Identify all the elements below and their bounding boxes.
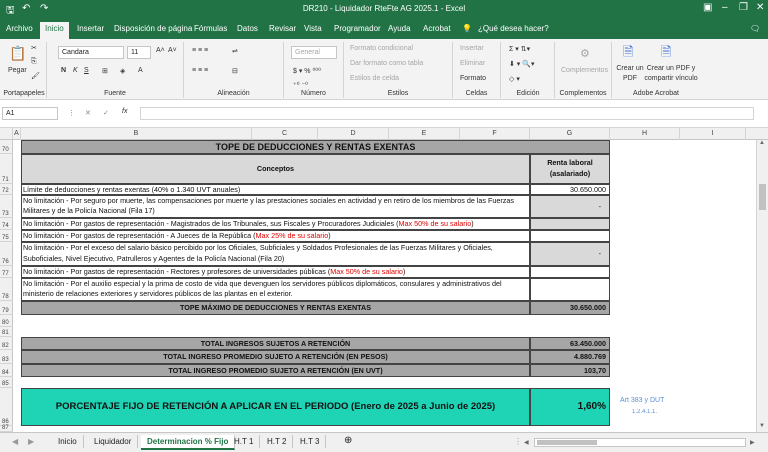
row-75-value[interactable] <box>530 230 610 242</box>
col-header-e[interactable]: E <box>389 128 460 140</box>
group-acrobat: Adobe Acrobat <box>633 90 679 97</box>
row-header[interactable]: 79 <box>0 301 13 315</box>
row-84-label[interactable]: TOTAL INGRESO PROMEDIO SUJETO A RETENCIÓN (EN UVT) <box>21 364 530 377</box>
pdf-icon[interactable]: 🗎 <box>623 44 634 59</box>
column-headers <box>0 128 768 140</box>
row-header[interactable]: 82 <box>0 337 13 350</box>
row-header[interactable]: 78 <box>0 278 13 301</box>
fx-icon[interactable]: fx <box>122 108 128 115</box>
clear-icon[interactable]: ◇ ▾ <box>509 76 520 83</box>
scroll-up-icon[interactable]: ▲ <box>759 140 765 146</box>
group-addins: Complementos <box>559 90 607 97</box>
lightbulb-icon: 💡 <box>462 24 472 33</box>
conceptos-header[interactable]: Conceptos <box>21 154 530 184</box>
next-sheet-icon[interactable]: ▶ <box>28 437 35 446</box>
font-color-icon[interactable]: A <box>138 67 143 74</box>
asalariado-label: (asalariado) <box>549 169 591 178</box>
group-editing: Edición <box>516 90 540 97</box>
font-grow-icon[interactable]: A˄ <box>156 47 165 54</box>
add-sheet-icon[interactable]: ⊕ <box>344 435 353 446</box>
autosum-icon[interactable]: Σ ▾ ⇅▾ <box>509 46 531 53</box>
vertical-scrollbar[interactable] <box>756 140 768 432</box>
row-77-red-note: Max 50% de su salario <box>330 267 403 276</box>
sheet-tab-inicio[interactable]: Inicio <box>52 435 84 448</box>
addins-icon: ⚙ <box>580 48 590 60</box>
comments-icon[interactable]: 🗨 <box>750 24 761 33</box>
renta-laboral-label: Renta laboral <box>547 158 593 167</box>
row-header[interactable]: 81 <box>0 327 13 337</box>
prev-sheet-icon[interactable]: ◀ <box>12 437 19 446</box>
group-clipboard: Portapapeles <box>3 90 45 97</box>
row-86-value[interactable]: 1,60% <box>530 388 610 426</box>
row-76-value[interactable]: - <box>530 242 610 266</box>
sheet-tab-ht2[interactable]: H.T 2 <box>261 435 293 448</box>
font-size-box[interactable]: 11 <box>127 46 151 59</box>
select-all-corner[interactable] <box>0 128 13 140</box>
format-cells-button[interactable]: Formato <box>460 75 487 82</box>
row-72-value[interactable]: 30.650.000 <box>530 184 610 195</box>
ribbon-display-icon[interactable]: ▣ <box>703 2 713 13</box>
tab-datos[interactable]: Datos <box>237 24 258 33</box>
col-header-b[interactable]: B <box>21 128 252 140</box>
close-icon[interactable]: ✕ <box>756 2 765 13</box>
row-74-concept[interactable] <box>21 218 530 230</box>
insert-cells-button[interactable]: Insertar <box>460 45 484 52</box>
hscroll-left-icon[interactable]: ◀ <box>524 440 529 446</box>
font-name-box[interactable]: Candara <box>58 46 124 59</box>
row-82-label[interactable]: TOTAL INGRESOS SUJETOS A RETENCIÓN <box>21 337 530 350</box>
col-header-i[interactable]: I <box>680 128 746 140</box>
col-header-h[interactable]: H <box>610 128 680 140</box>
row-74-text: No limitación - Por gastos de representación - Magistrados de los Tribunales, sus Fiscales y Procuradores Judiciales ( <box>23 219 399 228</box>
enter-icon[interactable]: ✓ <box>103 110 109 117</box>
row-74-red-note: Max 50% de su salario <box>398 219 472 228</box>
sheet-tab-ht1[interactable]: H.T 1 <box>228 435 260 448</box>
row-77-text: No limitación - Por gastos de representación - Rectores y profesores de universidades públicas ( <box>23 267 331 276</box>
row-header[interactable]: 86 <box>0 388 13 426</box>
renta-laboral-header[interactable] <box>530 154 610 184</box>
tab-archivo[interactable]: Archivo <box>6 24 33 33</box>
fill-icon[interactable]: ⬇ ▾ 🔍▾ <box>509 61 535 68</box>
row-header[interactable]: 87 <box>0 426 13 432</box>
row-77-paren: ) <box>402 267 406 276</box>
undo-icon[interactable]: ↶ <box>22 3 31 14</box>
col-header-f[interactable]: F <box>460 128 530 140</box>
row-78-value[interactable] <box>530 278 610 301</box>
row-header[interactable]: 75 <box>0 230 13 242</box>
tell-me-search[interactable]: ¿Qué desea hacer? <box>478 24 549 33</box>
decimal-icon[interactable]: ⁺⁰ ⁻⁰ <box>293 82 308 89</box>
row-header[interactable]: 70 <box>0 140 13 154</box>
create-pdf-button[interactable]: Crear un PDF <box>616 65 644 82</box>
row-86-label[interactable]: PORCENTAJE FIJO DE RETENCIÓN A APLICAR EN EL PERIODO (Enero de 2025 a Junio de 2025) <box>21 388 530 426</box>
formula-bar <box>0 100 768 128</box>
ribbon-tabs <box>0 19 768 39</box>
tab-split-icon[interactable]: ⋮ <box>514 437 522 446</box>
hscroll-right-icon[interactable]: ▶ <box>750 440 755 446</box>
tab-disposicion[interactable]: Disposición de página <box>114 24 193 33</box>
sheet-tab-liquidador[interactable]: Liquidador <box>88 435 138 448</box>
redo-icon[interactable]: ↷ <box>40 3 49 14</box>
create-share-button[interactable]: Crear un PDF y compartir vínculo <box>644 65 698 82</box>
tab-insertar[interactable]: Insertar <box>77 24 105 33</box>
save-icon[interactable]: 🖫 <box>6 5 15 16</box>
row-75-text: No limitación - Por gastos de representación - A Jueces de la República ( <box>23 231 256 240</box>
format-painter-icon[interactable]: 🖌 <box>31 73 40 80</box>
row-78-concept[interactable]: No limitación - Por el auxilio especial y la prima de costo de vida que devenguen los servidores públicos diplomáticos, consulares y administrativos del ministerio de relaciones exteriores y servidores públicos de las plantas en el exterior. <box>21 278 530 301</box>
row-75-red-note: Max 25% de su salario <box>255 231 329 240</box>
note-art383[interactable]: Art 383 y DUT <box>620 397 665 404</box>
minimize-icon[interactable]: – <box>722 2 728 13</box>
borders-icon[interactable]: ⊞ <box>102 68 108 75</box>
name-box[interactable]: A1 <box>2 107 58 120</box>
align-top-icon[interactable]: ≡ ≡ ≡ <box>192 47 209 54</box>
group-number: Número <box>301 90 326 97</box>
row-74-value[interactable] <box>530 218 610 230</box>
row-79-label[interactable]: TOPE MÁXIMO DE DEDUCCIONES Y RENTAS EXENTAS <box>21 301 530 315</box>
formula-input[interactable] <box>140 107 754 120</box>
row-75-paren: ) <box>328 231 331 240</box>
row-header[interactable]: 83 <box>0 350 13 364</box>
row-header[interactable]: 85 <box>0 377 13 388</box>
cond-format-button[interactable]: Formato condicional <box>350 45 414 52</box>
row-72-concept[interactable]: Límite de deducciones y rentas exentas (40% o 1.340 UVT anuales) <box>21 184 530 195</box>
row-79-value[interactable]: 30.650.000 <box>530 301 610 315</box>
font-shrink-icon[interactable]: A˅ <box>168 47 177 54</box>
note-dut[interactable]: 1.2.4.1.1. <box>632 409 658 415</box>
fill-color-icon[interactable]: ◈ <box>120 68 126 75</box>
row-73-value[interactable]: - <box>530 195 610 218</box>
col-header-a[interactable]: A <box>13 128 21 140</box>
cell-styles-button[interactable]: Estilos de celda <box>350 75 400 82</box>
col-header-c[interactable]: C <box>252 128 318 140</box>
copy-icon[interactable]: ⎘ <box>31 58 37 65</box>
title-bar <box>0 0 768 19</box>
tab-formulas[interactable]: Fórmulas <box>194 24 228 33</box>
tab-programador[interactable]: Programador <box>334 24 381 33</box>
paste-button[interactable]: Pegar <box>8 67 27 74</box>
row-75-concept[interactable] <box>21 230 530 242</box>
group-styles: Estilos <box>387 90 409 97</box>
window-title: DR210 - Liquidador RteFte AG 2025.1 - Excel <box>302 4 466 13</box>
sheet-tab-determinacion[interactable]: Determinacion % Fijo <box>141 435 235 450</box>
row-74-paren: ) <box>471 219 474 228</box>
row-header[interactable]: 72 <box>0 184 13 195</box>
row-header[interactable]: 80 <box>0 315 13 327</box>
row-header[interactable]: 71 <box>0 154 13 184</box>
row-77-concept[interactable] <box>21 266 530 278</box>
row-header[interactable]: 73 <box>0 195 13 218</box>
sheet-tab-ht3[interactable]: H.T 3 <box>294 435 326 448</box>
scroll-down-icon[interactable]: ▼ <box>759 423 765 429</box>
row-76-concept[interactable]: No limitación - Por el exceso del salario básico percibido por los Oficiales, Subficiales y Soldados Profesionales de las Fuerzas Militares y Oficiales, Suboficiales, Nivel Ejecutivo, Patrulleros y Agentes de la Policía Nacional (Fila 20) <box>21 242 530 266</box>
delete-cells-button[interactable]: Eliminar <box>460 60 486 67</box>
col-header-g[interactable]: G <box>530 128 610 140</box>
ribbon <box>0 39 768 100</box>
group-alignment: Alineación <box>217 90 250 97</box>
row-header[interactable]: 77 <box>0 266 13 278</box>
row-headers <box>0 140 13 432</box>
merge-icon[interactable]: ⊟ <box>232 68 238 75</box>
row-73-concept[interactable]: No limitación - Por seguro por muerte, las compensaciones por muerte y las prestaciones sociales en actividad y en retiro de los miembros de las Fuerzas Militares y de la Policía Nacional (Fila 17) <box>21 195 530 218</box>
row-82-value[interactable]: 63.450.000 <box>530 337 610 350</box>
underline-icon[interactable]: S <box>84 67 89 74</box>
tab-revisar[interactable]: Revisar <box>269 24 297 33</box>
tab-vista[interactable]: Vista <box>304 24 322 33</box>
wrap-text-icon[interactable]: ⇌ <box>232 48 238 55</box>
sheet-tabs-bar <box>0 432 768 452</box>
bold-icon[interactable]: N <box>61 67 67 74</box>
group-cells: Celdas <box>465 90 488 97</box>
formula-options-icon: ⋮ <box>68 110 75 117</box>
cancel-icon[interactable]: ✕ <box>85 110 91 117</box>
paste-icon[interactable]: 📋 <box>9 45 27 61</box>
group-font: Fuente <box>104 90 126 97</box>
row-83-label[interactable]: TOTAL INGRESO PROMEDIO SUJETO A RETENCIÓN (EN PESOS) <box>21 350 530 364</box>
row-header[interactable]: 84 <box>0 364 13 377</box>
maximize-icon[interactable]: ❐ <box>739 2 748 13</box>
col-header-d[interactable]: D <box>318 128 389 140</box>
pdf-share-icon[interactable]: 🗎 <box>661 44 672 59</box>
table-format-button[interactable]: Dar formato como tabla <box>350 60 424 67</box>
row-77-value[interactable] <box>530 266 610 278</box>
addins-button[interactable]: Complementos <box>561 67 609 74</box>
align-left-icon[interactable]: ≡ ≡ ≡ <box>192 67 209 74</box>
row-83-value[interactable]: 4.880.769 <box>530 350 610 364</box>
tab-ayuda[interactable]: Ayuda <box>388 24 411 33</box>
scroll-thumb[interactable] <box>759 184 766 210</box>
horizontal-scrollbar[interactable] <box>534 438 746 447</box>
table-title[interactable]: TOPE DE DEDUCCIONES Y RENTAS EXENTAS <box>21 140 610 154</box>
tab-acrobat[interactable]: Acrobat <box>423 24 451 33</box>
hscroll-thumb[interactable] <box>537 440 597 445</box>
currency-icon[interactable]: $ ▾ % ⁰⁰⁰ <box>293 68 321 75</box>
italic-icon[interactable]: K <box>73 67 78 74</box>
row-header[interactable]: 76 <box>0 242 13 266</box>
row-84-value[interactable]: 103,70 <box>530 364 610 377</box>
cut-icon[interactable]: ✂ <box>31 45 37 52</box>
tab-inicio[interactable]: Inicio <box>40 22 69 39</box>
number-format-box[interactable]: General <box>291 46 337 59</box>
row-header[interactable]: 74 <box>0 218 13 230</box>
